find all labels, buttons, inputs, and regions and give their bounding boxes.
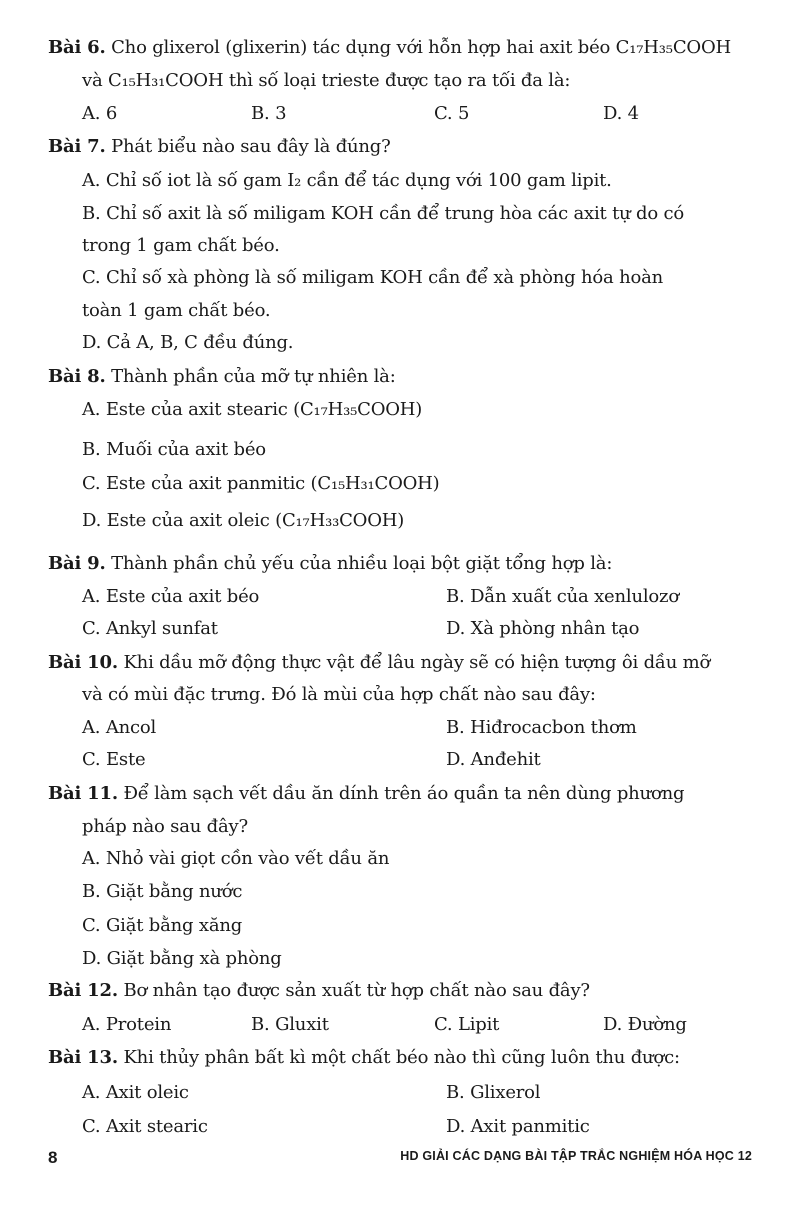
answer-option: A. Axit oleic	[82, 1082, 189, 1103]
page-number: 8	[48, 1148, 58, 1167]
question-number: Bài 11.	[48, 783, 118, 804]
answer-option: C. Lipit	[434, 1014, 500, 1035]
question-heading	[48, 135, 391, 159]
answer-option: A. Protein	[82, 1014, 172, 1035]
question-heading	[48, 979, 590, 1003]
running-footer-title: HD GIẢI CÁC DẠNG BÀI TẬP TRẮC NGHIỆM HÓA HỌC 12	[400, 1149, 752, 1163]
answer-option: A. Este của axit stearic (C₁₇H₃₅COOH)	[82, 399, 423, 420]
answer-option: B. Chỉ số axit là số miligam KOH cần để trung hòa các axit tự do có	[82, 203, 685, 224]
question-stem: Thành phần chủ yếu của nhiều loại bột giặt tổng hợp là:	[111, 553, 613, 574]
answer-option-continuation: trong 1 gam chất béo.	[82, 235, 280, 256]
answer-option: C. Axit stearic	[82, 1116, 208, 1137]
answer-option: B. Dẫn xuất của xenlulozơ	[446, 586, 679, 607]
answer-option: D. 4	[603, 103, 639, 124]
question-heading	[48, 36, 731, 60]
answer-option-continuation: toàn 1 gam chất béo.	[82, 300, 271, 321]
answer-option: A. Nhỏ vài giọt cồn vào vết dầu ăn	[82, 848, 390, 869]
answer-option: C. Este của axit panmitic (C₁₅H₃₁COOH)	[82, 473, 440, 494]
answer-option: D. Giặt bằng xà phòng	[82, 948, 282, 969]
question-stem: Khi thủy phân bất kì một chất béo nào thì cũng luôn thu được:	[123, 1047, 680, 1068]
question-number: Bài 9.	[48, 553, 106, 574]
question-number: Bài 6.	[48, 37, 106, 58]
answer-option: C. Giặt bằng xăng	[82, 915, 243, 936]
answer-option: D. Xà phòng nhân tạo	[446, 618, 640, 639]
answer-option: A. 6	[82, 103, 118, 124]
question-number: Bài 8.	[48, 366, 106, 387]
answer-option: B. Muối của axit béo	[82, 439, 266, 460]
question-number: Bài 12.	[48, 980, 118, 1001]
answer-option: A. Ancol	[82, 717, 157, 738]
answer-option: D. Cả A, B, C đều đúng.	[82, 332, 294, 353]
question-stem-line: và có mùi đặc trưng. Đó là mùi của hợp chất nào sau đây:	[82, 684, 596, 705]
answer-option: D. Anđehit	[446, 749, 541, 770]
question-stem: Thành phần của mỡ tự nhiên là:	[111, 366, 396, 387]
answer-option: C. Chỉ số xà phòng là số miligam KOH cần để xà phòng hóa hoàn	[82, 267, 664, 288]
question-stem-line: pháp nào sau đây?	[82, 816, 248, 837]
question-heading	[48, 782, 684, 806]
question-stem: Bơ nhân tạo được sản xuất từ hợp chất nào sau đây?	[123, 980, 590, 1001]
answer-option: A. Chỉ số iot là số gam I₂ cần để tác dụng với 100 gam lipit.	[82, 170, 612, 191]
answer-option: B. Giặt bằng nước	[82, 881, 243, 902]
question-stem-line: và C₁₅H₃₁COOH thì số loại trieste được tạo ra tối đa là:	[82, 70, 571, 91]
question-stem: Phát biểu nào sau đây là đúng?	[111, 136, 391, 157]
question-stem: Cho glixerol (glixerin) tác dụng với hỗn hợp hai axit béo C₁₇H₃₅COOH	[111, 37, 731, 58]
answer-option: C. Este	[82, 749, 146, 770]
answer-option: B. Glixerol	[446, 1082, 541, 1103]
question-number: Bài 13.	[48, 1047, 118, 1068]
question-stem: Khi dầu mỡ động thực vật để lâu ngày sẽ có hiện tượng ôi dầu mỡ	[123, 652, 711, 673]
question-heading	[48, 552, 612, 576]
question-number: Bài 10.	[48, 652, 118, 673]
answer-option: A. Este của axit béo	[82, 586, 260, 607]
answer-option: B. 3	[251, 103, 287, 124]
answer-option: D. Este của axit oleic (C₁₇H₃₃COOH)	[82, 510, 405, 531]
question-heading	[48, 1046, 680, 1070]
answer-option: D. Axit panmitic	[446, 1116, 590, 1137]
answer-option: B. Hiđrocacbon thơm	[446, 717, 637, 738]
answer-option: D. Đường	[603, 1014, 687, 1035]
answer-option: C. Ankyl sunfat	[82, 618, 218, 639]
answer-option: B. Gluxit	[251, 1014, 329, 1035]
question-number: Bài 7.	[48, 136, 106, 157]
question-heading	[48, 365, 396, 389]
question-heading	[48, 651, 710, 675]
question-stem: Để làm sạch vết dầu ăn dính trên áo quần ta nên dùng phương	[123, 783, 685, 804]
answer-option: C. 5	[434, 103, 470, 124]
